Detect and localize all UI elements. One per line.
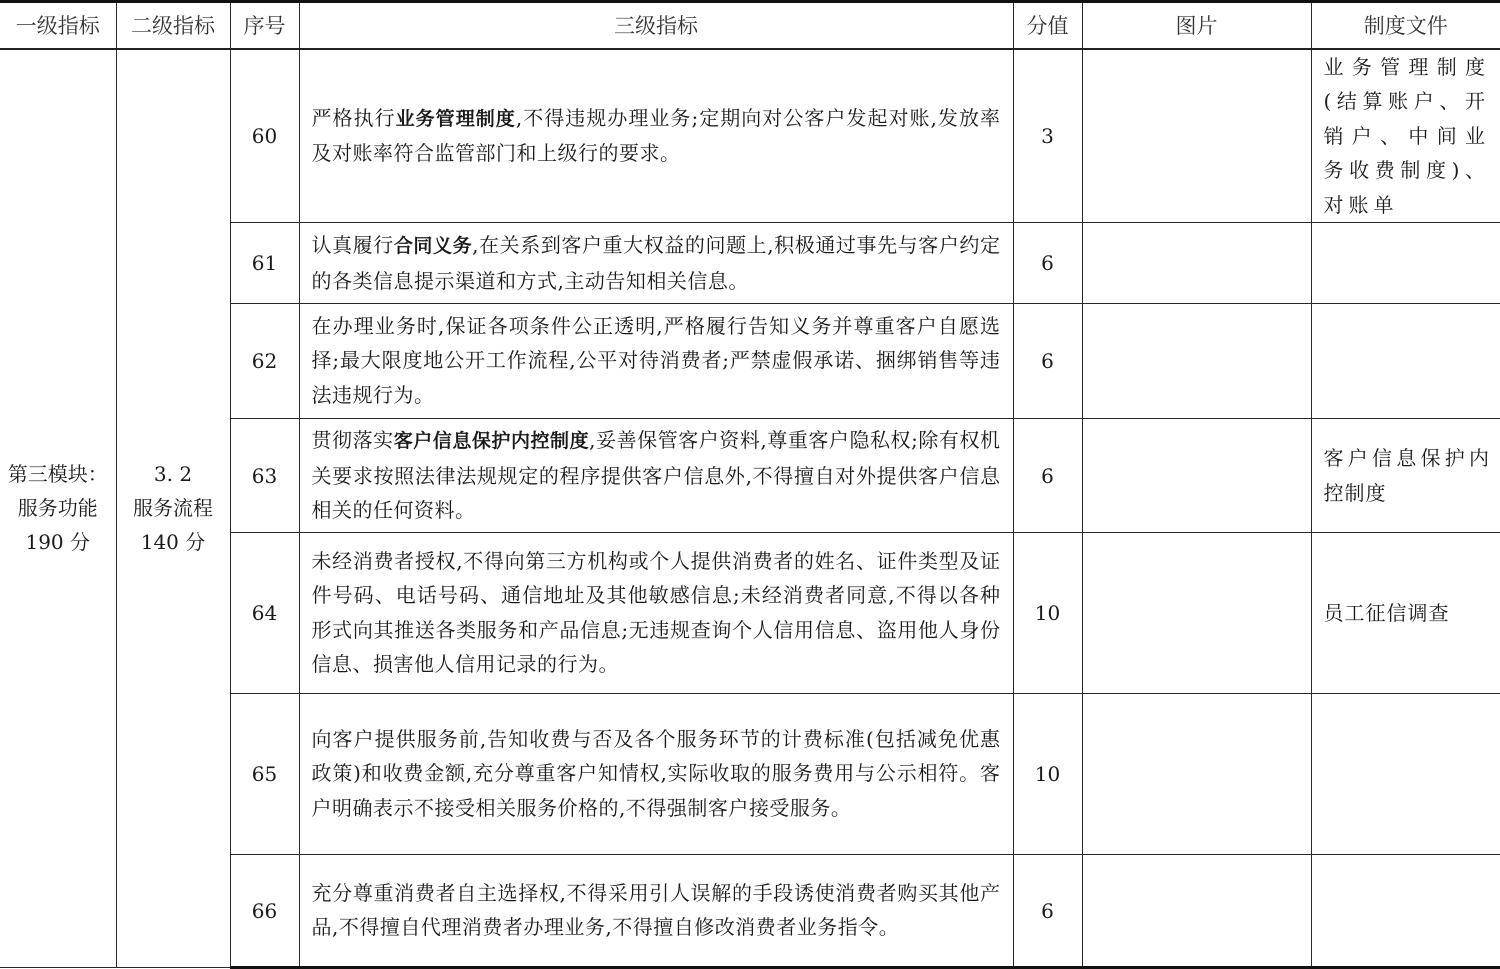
header-doc: 制度文件 bbox=[1311, 2, 1500, 49]
indicator-emphasis: 合同义务 bbox=[393, 235, 473, 257]
score-cell: 3 bbox=[1013, 49, 1082, 223]
indicator-text: 在办理业务时,保证各项条件公正透明,严格履行告知义务并尊重客户自愿选择;最大限度地公开工作流程,公平对待消费者;严禁虚假承诺、捆绑销售等违法违规行为。 bbox=[311, 313, 1001, 407]
indicator-text: 认真履行 bbox=[311, 233, 394, 257]
indicator-text: ,不得违规办理业务;定期向对公客户发起对账,发放率及对账率符合监管部门和上级行的要求。 bbox=[311, 105, 1001, 166]
level3-indicator-cell bbox=[299, 419, 1013, 533]
header-level3: 三级指标 bbox=[299, 2, 1013, 49]
level3-indicator-cell bbox=[299, 533, 1013, 694]
indicator-text: 严格执行 bbox=[311, 105, 396, 130]
level3-indicator-cell bbox=[299, 304, 1013, 419]
doc-cell: 客户信息保护内控制度 bbox=[1311, 419, 1500, 533]
seq-cell: 65 bbox=[230, 694, 299, 855]
level3-indicator-cell bbox=[299, 694, 1013, 855]
level3-indicator-cell bbox=[299, 49, 1013, 223]
indicator-text: 贯彻落实 bbox=[311, 428, 394, 453]
image-cell bbox=[1082, 49, 1311, 223]
indicator-text: 向客户提供服务前,告知收费与否及各个服务环节的计费标准(包括减免优惠政策)和收费金额,充分尊重客户知情权,实际收取的服务费用与公示相符。客户明确表示不接受相关服务价格的,不得强制客户接受服务。 bbox=[311, 726, 1001, 820]
image-cell bbox=[1082, 533, 1311, 694]
image-cell bbox=[1082, 304, 1311, 419]
indicator-text: 未经消费者授权,不得向第三方机构或个人提供消费者的姓名、证件类型及证件号码、电话号码、通信地址及其他敏感信息;未经消费者同意,不得以各种形式向其推送各类服务和产品信息;无违规查询个人信用信息、盗用他人身份信息、损害他人信用记录的行为。 bbox=[311, 548, 1001, 676]
level1-line3: 190 分 bbox=[25, 530, 91, 555]
image-cell bbox=[1082, 855, 1311, 968]
score-cell: 6 bbox=[1013, 223, 1082, 304]
header-level1: 一级指标 bbox=[0, 2, 116, 49]
level2-line3: 140 分 bbox=[140, 530, 206, 555]
score-cell: 10 bbox=[1013, 694, 1082, 855]
score-cell: 6 bbox=[1013, 419, 1082, 533]
indicator-text: ,妥善保管客户资料,尊重客户隐私权;除有权机关要求按照法律法规规定的程序提供客户信息外,不得擅自对外提供客户信息相关的任何资料。 bbox=[311, 428, 1001, 523]
header-image: 图片 bbox=[1082, 2, 1311, 49]
header-level2: 二级指标 bbox=[116, 2, 230, 49]
doc-cell bbox=[1311, 223, 1500, 304]
doc-cell: 员工征信调查 bbox=[1311, 533, 1500, 694]
image-cell bbox=[1082, 694, 1311, 855]
doc-cell: 业务管理制度(结算账户、开销户、中间业务收费制度)、对账单 bbox=[1311, 49, 1500, 223]
level2-line1: 3. 2 bbox=[153, 462, 193, 487]
indicator-text: ,在关系到客户重大权益的问题上,积极通过事先与客户约定的各类信息提示渠道和方式,主动告知相关信息。 bbox=[311, 233, 1001, 293]
doc-cell bbox=[1311, 304, 1500, 419]
indicator-emphasis: 客户信息保护内控制度 bbox=[393, 430, 590, 453]
indicator-emphasis: 业务管理制度 bbox=[395, 107, 516, 130]
seq-cell: 60 bbox=[230, 49, 299, 223]
table-row bbox=[0, 49, 1500, 223]
level1-indicator-cell bbox=[0, 49, 116, 968]
indicator-text: 充分尊重消费者自主选择权,不得采用引人误解的手段诱使消费者购买其他产品,不得擅自代理消费者办理业务,不得擅自修改消费者业务指令。 bbox=[311, 880, 1001, 939]
level3-indicator-cell bbox=[299, 223, 1013, 304]
seq-cell: 62 bbox=[230, 304, 299, 419]
level3-indicator-cell bbox=[299, 855, 1013, 968]
header-score: 分值 bbox=[1013, 2, 1082, 49]
level2-indicator-cell bbox=[116, 49, 230, 968]
image-cell bbox=[1082, 419, 1311, 533]
image-cell bbox=[1082, 223, 1311, 304]
seq-cell: 63 bbox=[230, 419, 299, 533]
score-cell: 6 bbox=[1013, 855, 1082, 968]
score-cell: 10 bbox=[1013, 533, 1082, 694]
level1-line2: 服务功能 bbox=[17, 496, 98, 521]
level1-line1: 第三模块： bbox=[7, 462, 108, 487]
level2-line2: 服务流程 bbox=[133, 496, 213, 521]
doc-cell bbox=[1311, 855, 1500, 968]
seq-cell: 66 bbox=[230, 855, 299, 968]
table-header-row bbox=[0, 2, 1500, 49]
doc-cell bbox=[1311, 694, 1500, 855]
seq-cell: 64 bbox=[230, 533, 299, 694]
header-seq: 序号 bbox=[230, 2, 299, 49]
seq-cell: 61 bbox=[230, 223, 299, 304]
score-cell: 6 bbox=[1013, 304, 1082, 419]
